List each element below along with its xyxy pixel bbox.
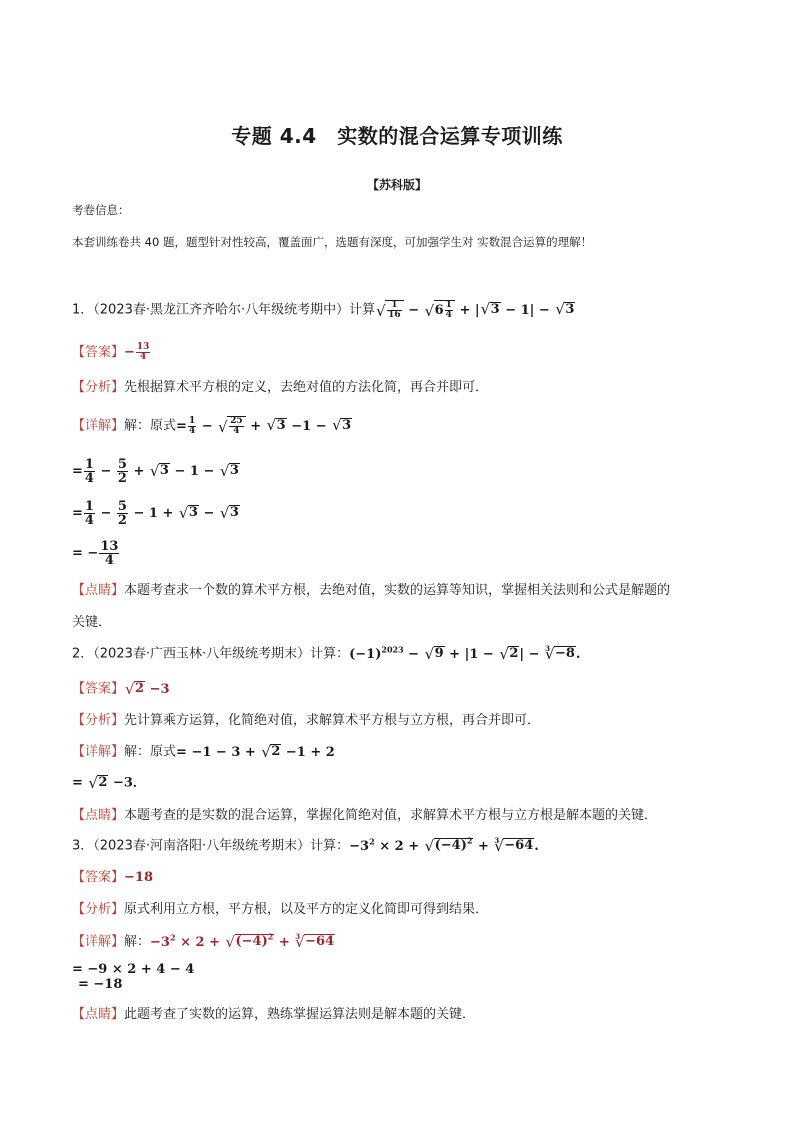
- q1-analysis-row: 【分析】先根据算术平方根的定义，去绝对值的方法化简，再合并即可．: [72, 380, 489, 395]
- q2-step-1: = √ 2 −3．: [72, 775, 146, 792]
- q1-step-3: = − $\frac{13}{4}$: [72, 539, 119, 568]
- edition-label: 【苏科版】: [366, 178, 427, 192]
- q1-comment-cont: 关键．: [72, 615, 112, 630]
- q2-comment-row: 【点睛】本题考查的是实数的混合运算，掌握化简绝对值，求解算术平方根与立方根是解本题的关键．: [72, 808, 658, 823]
- q2-answer: √ 2 −3: [124, 682, 170, 697]
- page-title: 专题 4.4 实数的混合运算专项训练: [231, 124, 563, 148]
- exam-intro: 本套训练卷共 40 题，题型针对性较高，覆盖面广，选题有深度，可加强学生对 实数混合运算的理解！: [72, 235, 593, 249]
- q2-analysis-row: 【分析】先计算乘方运算，化简绝对值，求解算术平方根与立方根，再合并即可．: [72, 713, 541, 728]
- exam-info-label: 考卷信息：: [72, 203, 130, 217]
- q3-detail-row: 【详解】解：$-3^2 \times 2$ + √ $(-4)^2 + ^3√ -64$: [72, 934, 335, 951]
- q3-analysis-row: 【分析】原式利用立方根，平方根，以及平方的定义化简即可得到结果．: [72, 902, 489, 917]
- q3-answer: −18: [124, 870, 153, 885]
- q2-detail-row: 【详解】解：原式= −1 − 3 + √ 2 −1 + 2: [72, 744, 335, 761]
- q2-answer-row: 【答案】√ 2 −3: [72, 681, 170, 698]
- q1-answer: − $\frac{13}{4}$: [124, 342, 150, 362]
- q1-answer-row: 【答案】− $\frac{13}{4}$: [72, 342, 150, 362]
- question-2: 2．（2023春·广西玉林·八年级统考期末）计算：$(-1)^{2023}$ − √ 9 + |1 − √ 2| − $^3$√ −8.: [72, 646, 580, 663]
- q1-step-2: = $\frac{1}{4}$ − $\frac{5}{2}$ − 1 + √ 3 − √ 3: [72, 500, 240, 527]
- question-1: 1．（2023春·黑龙江齐齐哈尔·八年级统考期中）计算 √ $\frac{1}{16}$ − √ 6 $\frac{1}{4}$ + |√ 3 − 1| − √ 3: [72, 300, 575, 320]
- q1-step-1: = $\frac{1}{4}$ − $\frac{5}{2}$ + √ 3 − 1 − √ 3: [72, 458, 240, 485]
- q3-step-2: = −18: [78, 977, 123, 992]
- question-3: 3．（2023春·河南洛阳·八年级统考期末）计算：$-3^2 \times 2$ + √ $(-4)^2 + ^3√ -64$.: [72, 838, 539, 855]
- q3-expression: $-3^2 \times 2$ + √ $(-4)^2 + ^3√ -64$.: [349, 839, 539, 854]
- q3-answer-row: 【答案】−18: [72, 870, 153, 885]
- q3-comment-row: 【点睛】此题考查了实数的运算，熟练掌握运算法则是解本题的关键．: [72, 1007, 476, 1022]
- q3-step-1: = −9 × 2 + 4 − 4: [72, 962, 195, 977]
- q1-expression: √ $\frac{1}{16}$ − √ 6 $\frac{1}{4}$ + |√ 3 − 1| − √ 3: [375, 303, 575, 318]
- q1-comment-row: 【点睛】本题考查求一个数的算术平方根，去绝对值，实数的运算等知识，掌握相关法则和公式是解题的: [72, 583, 671, 598]
- q2-expression: $(-1)^{2023}$ − √ 9 + |1 − √ 2| − $^3$√ −8.: [349, 647, 580, 662]
- q1-detail-row: 【详解】解：原式= $\frac{1}{4}$ − √ $\frac{25}{4}$ + √ 3 −1 − √ 3: [72, 416, 352, 436]
